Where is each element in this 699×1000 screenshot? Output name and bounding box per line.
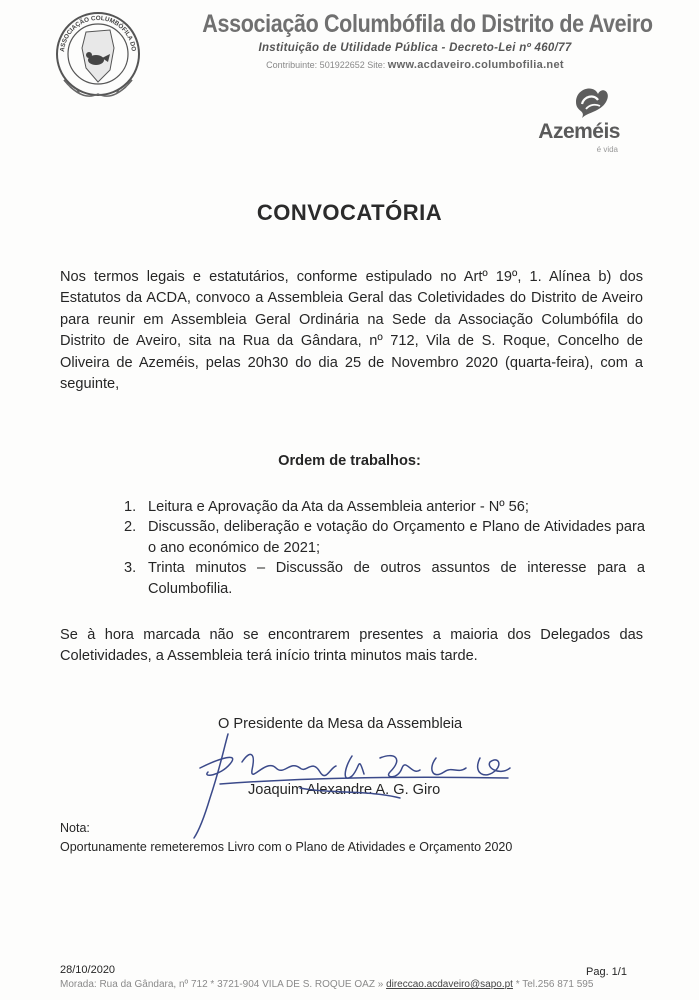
azemeis-tagline: é vida bbox=[596, 145, 618, 154]
footer-address bbox=[60, 979, 593, 990]
signatory-role: O Presidente da Mesa da Assembleia bbox=[218, 716, 463, 732]
signatory-name: Joaquim Alexandre A. G. Giro bbox=[248, 782, 441, 798]
agenda-item bbox=[120, 517, 645, 558]
association-seal-logo bbox=[52, 8, 144, 108]
footer-address-text: Morada: Rua da Gândara, nº 712 * 3721-904 VILA DE S. ROQUE OAZ » bbox=[60, 979, 387, 990]
document-title: CONVOCATÓRIA bbox=[256, 200, 443, 225]
organization-contact bbox=[200, 59, 630, 71]
agenda-item-text: Leitura e Aprovação da Ata da Assembleia anterior - Nº 56; bbox=[148, 499, 529, 515]
agenda-item-number: 2. bbox=[124, 519, 137, 536]
azemeis-name: Azeméis bbox=[538, 120, 620, 143]
footer-email-link[interactable]: direccao.acdaveiro@sapo.pt bbox=[386, 979, 513, 990]
note-label: Nota: bbox=[60, 821, 90, 835]
agenda-list bbox=[120, 497, 645, 599]
agenda-item-number: 1. bbox=[124, 499, 137, 515]
agenda-item bbox=[120, 497, 645, 517]
agenda-item-text: Discussão, deliberação e votação do Orçamento e Plano de Atividades para o ano económico de 2021; bbox=[148, 519, 645, 556]
agenda-item bbox=[120, 558, 645, 599]
closing-paragraph: Se à hora marcada não se encontrarem presentes a maioria dos Delegados das Coletividades, a Assembleia terá início trinta minutos mais tarde. bbox=[60, 627, 643, 665]
footer-date: 28/10/2020 bbox=[60, 964, 116, 976]
organization-subtitle: Instituição de Utilidade Pública - Decreto-Lei nº 460/77 bbox=[258, 42, 572, 54]
agenda-item-text: Trinta minutos – Discussão de outros assuntos de interesse para a Columbofilia. bbox=[148, 560, 645, 597]
azemeis-logo bbox=[538, 80, 658, 160]
seal-text: ASSOCIAÇÃO COLUMBÓFILA DO bbox=[59, 14, 137, 53]
agenda-item-number: 3. bbox=[124, 560, 137, 577]
organization-name: Associação Columbófila do Distrito de Aveiro bbox=[202, 10, 653, 38]
website-link[interactable]: www.acdaveiro.columbofilia.net bbox=[387, 59, 564, 71]
intro-paragraph: Nos termos legais e estatutários, conforme estipulado no Artº 19º, 1. Alínea b) dos Estatutos da ACDA, convoco a Assembleia Geral das Coletividades do Distrito de Aveiro para reunir em Assembleia Geral Ordinária na Sede da Associação Columbófila do Distrito de Aveiro, sita na Rua da Gândara, nº 712, Vila de S. Roque, Concelho de Oliveira de Azeméis, pelas 20h30 do dia 25 de Novembro 2020 (quarta-feira), com a seguinte, bbox=[60, 269, 643, 393]
note-text: Oportunamente remeteremos Livro com o Plano de Atividades e Orçamento 2020 bbox=[60, 840, 513, 854]
azemeis-mark-icon bbox=[568, 82, 612, 122]
handwritten-signature bbox=[180, 728, 520, 848]
footer-phone: * Tel.256 871 595 bbox=[512, 979, 594, 990]
footer-page-number: Pag. 1/1 bbox=[586, 966, 627, 978]
contact-prefix: Contribuinte: 501922652 Site: bbox=[266, 60, 388, 70]
agenda-title: Ordem de trabalhos: bbox=[278, 453, 421, 469]
